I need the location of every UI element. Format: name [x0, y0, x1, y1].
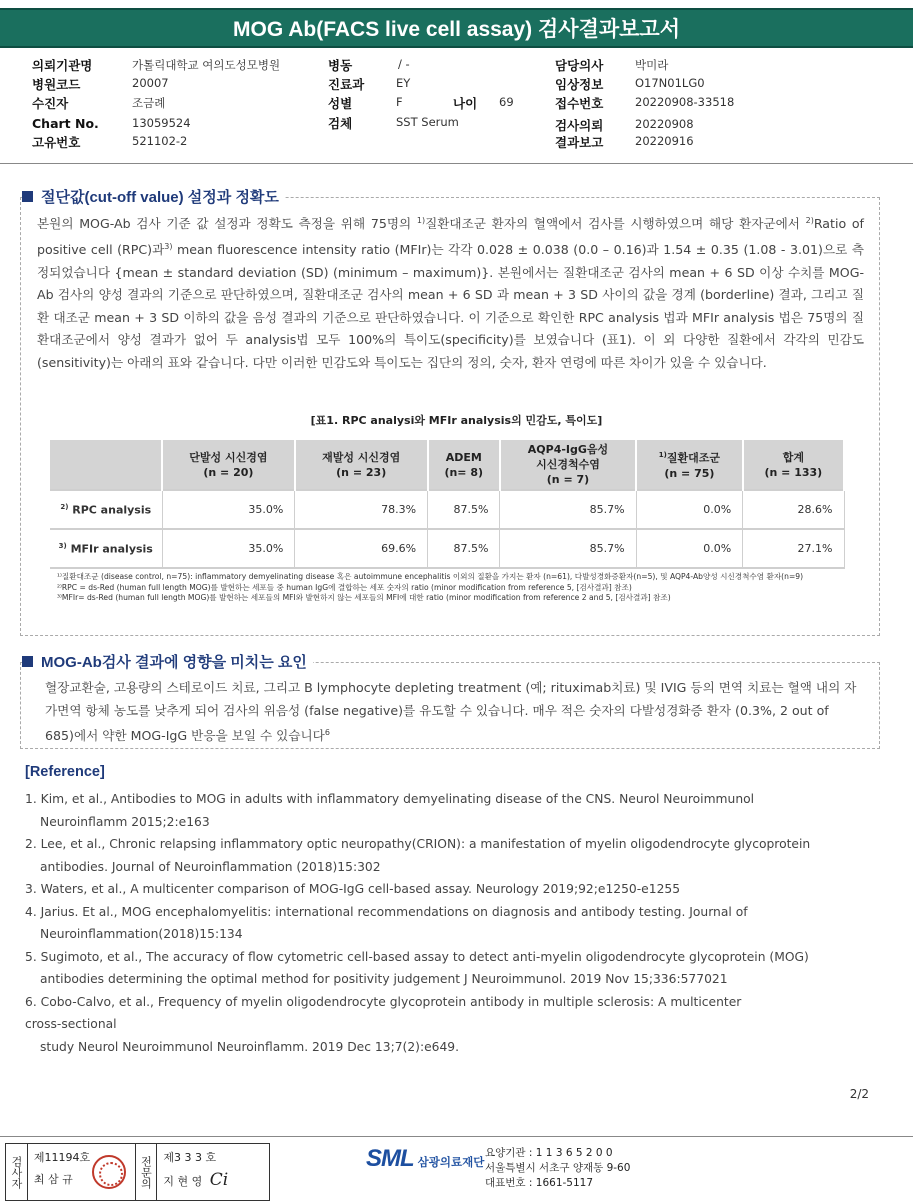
- info-value: O17N01LG0: [635, 76, 705, 90]
- reference-line: 3. Waters, et al., A multicenter comparison of MOG-IgG cell-based assay. Neurology 2019;92;e1250-e1255: [25, 882, 681, 896]
- footnote-marker: 1): [416, 216, 426, 225]
- info-value: 521102-2: [132, 134, 188, 148]
- report-footer: [0, 1136, 913, 1204]
- info-label: 진료과: [328, 77, 365, 92]
- reference-item: [25, 878, 875, 901]
- table-caption: [표1. RPC analysi와 MFIr analysis의 민감도, 특이도]: [310, 414, 603, 427]
- table-cell: 85.7%: [500, 529, 636, 568]
- header-line: (n = 133): [764, 465, 823, 479]
- header-line: 질환대조군: [666, 451, 720, 465]
- row-label: RPC analysis: [72, 503, 152, 517]
- info-label: 성별: [328, 96, 353, 111]
- table-footnotes: [57, 572, 857, 604]
- table-cell: 69.6%: [295, 529, 428, 568]
- info-label: 검체: [328, 116, 353, 131]
- info-value: SST Serum: [396, 115, 459, 129]
- lab-info: [485, 1146, 630, 1191]
- info-value: EY: [396, 76, 411, 90]
- inspector-label: 검사자: [6, 1144, 28, 1200]
- logo-mark: SML: [366, 1145, 414, 1172]
- footnote: ¹⁾질환대조군 (disease control, n=75): inflammatory demyelinating disease 혹은 autoimmune encephalitis 이외의 질환을 가지는 환자 (n=61), 다발성경화증환자(n=5), 및 AQP4-Ab양성 시신경척수염 환자(n=9): [57, 572, 804, 581]
- table-row: [50, 490, 844, 529]
- info-label: 임상정보: [555, 77, 604, 92]
- sml-logo: [366, 1145, 484, 1173]
- reference-line: 2. Lee, et al., Chronic relapsing inflammatory optic neuropathy(CRION): a manifestation of myelin oligodendrocyte glycoprotein: [25, 837, 811, 851]
- header-line: 시신경척수염: [536, 458, 600, 471]
- age-label: 나이: [453, 96, 478, 111]
- square-bullet-icon: [22, 191, 33, 202]
- handwritten-signature: Ci: [209, 1170, 229, 1190]
- info-label: 병원코드: [32, 77, 81, 92]
- info-label: 검사의뢰: [555, 118, 604, 133]
- reference-item: [25, 788, 875, 833]
- factors-heading: [22, 651, 313, 672]
- footnote: ²⁾RPC = ds-Red (human full length MOG)를 발현하는 세포들 중 human IgG에 결합하는 세포 숫자의 ratio (minor modification from reference 5, [검사결과] 참조): [57, 582, 632, 592]
- reference-line: 1. Kim, et al., Antibodies to MOG in adults with inflammatory demyelinating disease of the CNS. Neurol Neuroimmunol: [25, 792, 755, 806]
- info-label: 수진자: [32, 96, 69, 111]
- header-line: AQP4-IgG음성: [527, 443, 609, 456]
- table-cell: 85.7%: [500, 490, 636, 529]
- column-header: [162, 440, 295, 490]
- text-run: mean fluorescence intensity ratio (MFIr)는 각각 0.028 ± 0.038 (0.0 – 0.16)과 1.54 ± 0.35 (1.08 - 3.01)으로 측정되었습니다 {mean ± standard deviation (SD) (minimum – maximum)}. 본원에서는 질환대조군 검사의 mean + 6 SD 이상 수치를 MOG-Ab 검사의 양성 결과의 기준으로 판단하였으며, 질환대조군 검사의 mean + 6 SD 과 mean + 3 SD 사이의 값을 경계 (borderline) 결과, 그리고 질환 대조군 mean + 3 SD 이하의 값을 음성 결과의 기준으로 판단하였습니다. 이 기준으로 확인한 RPC analysis 법과 MFIr analysis 법은 75명의 질환대조군에서 양성 결과가 없어 두 analysis법 모두 100%의 특이도(specificity)를 보였습니다 (표1). 이 외 다양한 질환에서 각각의 민감도(sensitivity)는 아래의 표와 같습니다. 다만 이러한 민감도와 특이도는 집단의 정의, 숫자, 환자 연령에 따른 차이가 있을 수 있습니다.: [37, 241, 864, 370]
- footnote-marker: 1): [658, 451, 667, 460]
- text-run: 혈장교환술, 고용량의 스테로이드 치료, 그리고 B lymphocyte depleting treatment (예; rituximab치료) 및 IVIG 등의 면역 치료는 혈액 내의 자가면역 항체 농도를 낮추게 되어 검사의 위음성 (false negative)를 유도할 수 있습니다. 매우 적은 숫자의 다발성경화증 환자 (0.3%, 2 out of 685)에서 약한 MOG-IgG 반응을 보일 수 있습니다: [45, 680, 857, 744]
- table-header-row: [50, 440, 844, 490]
- info-value: 가톨릭대학교 여의도성모병원: [132, 58, 281, 72]
- info-value: F: [396, 95, 403, 109]
- info-label: 고유번호: [32, 135, 81, 150]
- info-value: 조금례: [132, 96, 166, 110]
- header-line: (n = 23): [336, 465, 387, 479]
- reference-item: [25, 991, 875, 1059]
- signature-box: [5, 1143, 270, 1201]
- table-cell: 28.6%: [743, 490, 844, 529]
- header-line: 단발성 시신경염: [189, 450, 268, 464]
- info-value: 20220908-33518: [635, 95, 735, 109]
- text-run: 질환대조군 환자의 혈액에서 검사를 시행하였으며 해당 환자군에서: [425, 216, 806, 232]
- info-value: 13059524: [132, 116, 191, 130]
- info-value: / -: [398, 57, 410, 71]
- inspector-id: 제11194호: [33, 1151, 91, 1164]
- header-line: (n = 75): [664, 466, 715, 480]
- reference-line: study Neurol Neuroimmunol Neuroinflamm. 2019 Dec 13;7(2):e649.: [40, 1039, 460, 1054]
- patient-info: [32, 54, 892, 154]
- column-header: [428, 440, 500, 490]
- info-label: Chart No.: [32, 116, 99, 131]
- reference-line: Neuroinflamm 2015;2:e163: [40, 814, 210, 829]
- inspector-name: 최 삼 규: [33, 1173, 73, 1186]
- reference-item: [25, 901, 875, 946]
- reference-title: [Reference]: [25, 764, 105, 780]
- specialist-cell: [157, 1144, 269, 1200]
- table-cell: 87.5%: [428, 490, 500, 529]
- header-line: 합계: [782, 450, 804, 464]
- factors-paragraph: [45, 677, 857, 748]
- table-cell: 0.0%: [636, 490, 743, 529]
- lab-code: 요양기관 : 1 1 3 6 5 2 0 0: [485, 1147, 613, 1159]
- reference-list: [25, 788, 875, 1058]
- info-label: 접수번호: [555, 96, 604, 111]
- info-label: 결과보고: [555, 135, 604, 150]
- footnote: ³⁾MFIr= ds-Red (human full length MOG)를 발현하는 세포들의 MFI와 발현하지 않는 세포들의 MFI에 대한 ratio (minor modification from reference 2 and 5, [검사결과] 참조): [57, 593, 671, 602]
- organization-name: 삼광의료재단: [417, 1155, 485, 1169]
- column-header: [636, 440, 743, 490]
- reference-line: 6. Cobo-Calvo, et al., Frequency of myelin oligodendrocyte glycoprotein antibody in multiple sclerosis: A multicenter: [25, 994, 742, 1009]
- reference-line: 5. Sugimoto, et al., The accuracy of flow cytometric cell-based assay to detect anti-myelin oligodendrocyte glycoprotein (MOG): [25, 949, 809, 964]
- sensitivity-table: [50, 440, 845, 569]
- table-cell: 87.5%: [428, 529, 500, 568]
- lab-phone: 대표번호 : 1661-5117: [485, 1177, 594, 1189]
- footnote-marker: 3): [58, 541, 67, 550]
- cutoff-heading: [22, 186, 285, 207]
- text-run: 본원의 MOG-Ab 검사 기준 값 설정과 정확도 측정을 위해 75명의: [37, 216, 417, 232]
- table-cell: 27.1%: [743, 529, 844, 568]
- reference-item: [25, 833, 875, 878]
- specialist-label: 전문의: [136, 1144, 158, 1200]
- reference-line: antibodies determining the optimal method for positivity judgement J Neuroimmunol. 2019 Nov 15;336:577021: [40, 972, 728, 986]
- divider: [0, 163, 913, 164]
- row-header: [50, 529, 162, 568]
- info-value: 20007: [132, 76, 169, 90]
- table-cell: 35.0%: [162, 529, 295, 568]
- info-value: 20220908: [635, 117, 694, 131]
- row-label: MFIr analysis: [70, 542, 153, 556]
- report-title: MOG Ab(FACS live cell assay) 검사결과보고서: [0, 8, 913, 48]
- footnote-marker: 2): [60, 502, 69, 511]
- inspector-cell: [28, 1144, 136, 1200]
- section-title: MOG-Ab검사 결과에 영향을 미치는 요인: [41, 654, 307, 671]
- header-line: ADEM: [445, 450, 482, 464]
- specialist-name: 지 현 영: [163, 1175, 203, 1188]
- table-row: [50, 529, 844, 568]
- column-header: [295, 440, 428, 490]
- table-cell: 35.0%: [162, 490, 295, 529]
- table-cell: 0.0%: [636, 529, 743, 568]
- info-label: 병동: [328, 58, 353, 73]
- footnote-marker: 6: [324, 728, 330, 738]
- footnote-marker: 3): [164, 241, 173, 251]
- corner-cell: [50, 440, 162, 490]
- text-run: Ratio of positive cell (RPC)과: [37, 216, 864, 257]
- header-line: (n = 20): [203, 465, 254, 479]
- footnote-marker: 2): [805, 216, 814, 225]
- specialist-id: 제3 3 3 호: [163, 1151, 217, 1164]
- section-title: 절단값(cut-off value) 설정과 정확도: [41, 189, 279, 206]
- info-label: 의뢰기관명: [32, 58, 93, 73]
- info-value: 20220916: [635, 134, 694, 148]
- header-line: (n = 7): [546, 473, 590, 486]
- info-value: 박미라: [635, 58, 669, 72]
- age-value: 69: [499, 95, 514, 109]
- cutoff-paragraph: [37, 210, 864, 375]
- reference-line: 4. Jarius. Et al., MOG encephalomyelitis: international recommendations on diagnosis and antibody testing. Journal of: [25, 904, 748, 919]
- table-cell: 78.3%: [295, 490, 428, 529]
- column-header: [500, 440, 636, 490]
- info-label: 담당의사: [555, 58, 604, 73]
- lab-address: 서울특별시 서초구 양재동 9-60: [485, 1162, 631, 1174]
- page-number: 2/2: [849, 1087, 869, 1101]
- seal-stamp-icon: [92, 1155, 126, 1189]
- reference-line: Neuroinflammation(2018)15:134: [40, 927, 243, 941]
- reference-line: cross-sectional: [25, 1017, 117, 1031]
- row-header: [50, 490, 162, 529]
- header-line: 재발성 시신경염: [322, 450, 401, 464]
- reference-item: [25, 946, 875, 991]
- reference-line: antibodies. Journal of Neuroinflammation (2018)15:302: [40, 859, 381, 874]
- header-line: (n= 8): [444, 465, 484, 479]
- column-header: [743, 440, 844, 490]
- square-bullet-icon: [22, 656, 33, 667]
